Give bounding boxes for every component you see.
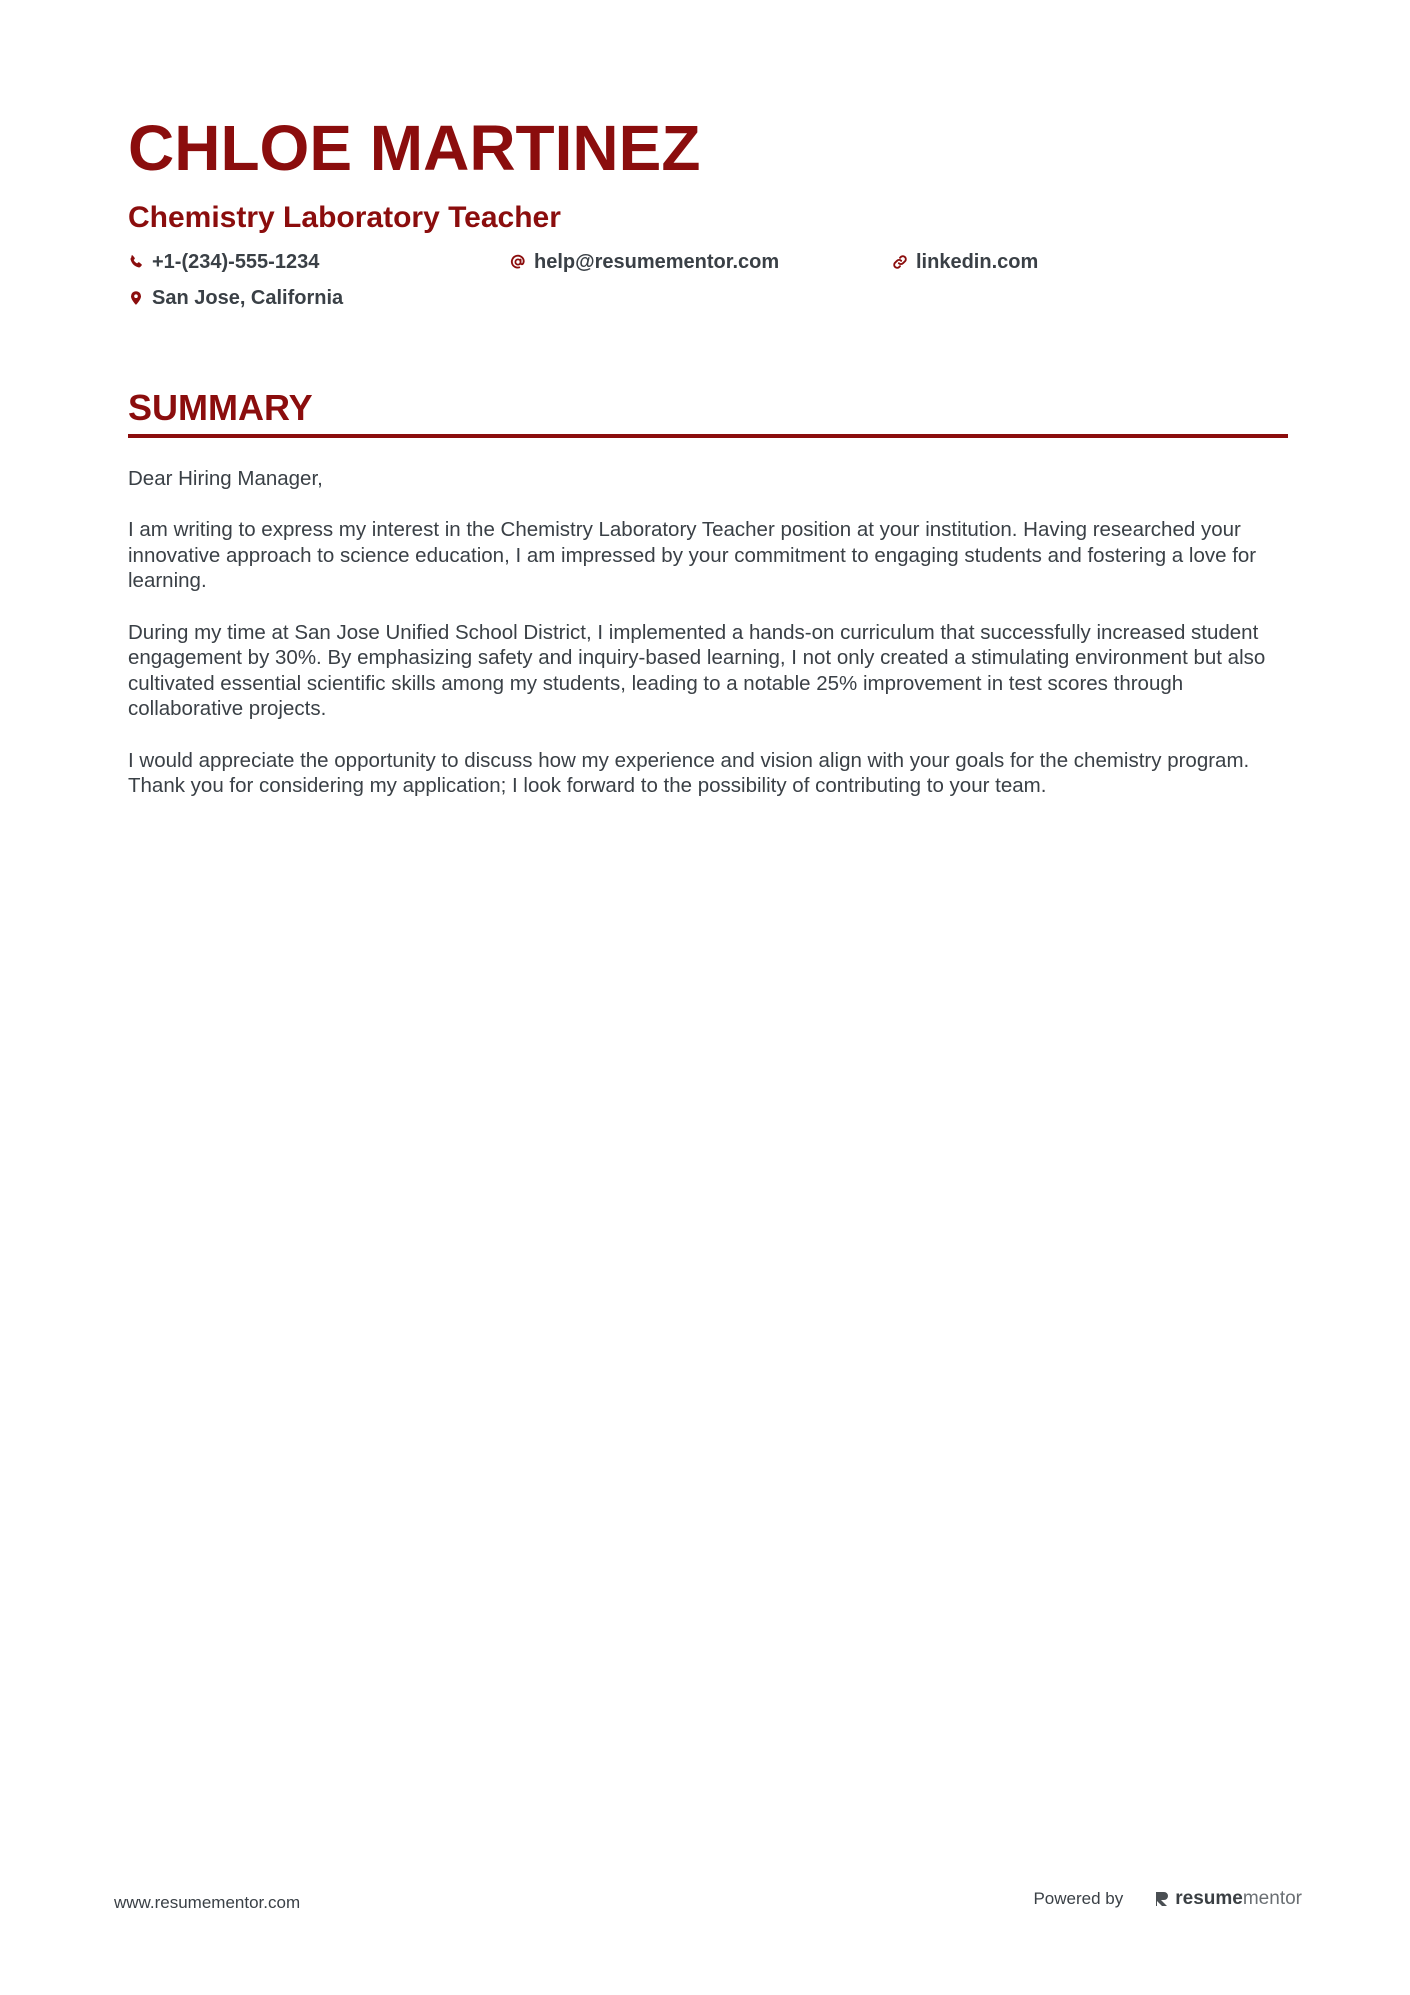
letter-paragraph: During my time at San Jose Unified School District, I implemented a hands-on curriculum that successfully increased student engagement by 30%. By emphasizing safety and inquiry-based learning, I not only created a stimulating environment but also cultivated essential scientific skills among my students, leading to a notable 25% improvement in test scores through collaborative projects. xyxy=(128,620,1266,721)
contact-location xyxy=(128,286,510,310)
contact-email[interactable] xyxy=(510,250,892,274)
letter-paragraph: I am writing to express my interest in the Chemistry Laboratory Teacher position at your institution. Having researched your innovative approach to science education, I am impressed by your commitment to engaging students and fostering a love for learning. xyxy=(128,518,1257,593)
summary-section xyxy=(128,386,1288,824)
candidate-name: CHLOE MARTINEZ xyxy=(128,112,701,184)
brand-logo[interactable] xyxy=(1153,1888,1302,1910)
brand-name-part2: mentor xyxy=(1242,1888,1302,1909)
contact-phone xyxy=(128,250,510,274)
footer-branding xyxy=(1033,1888,1302,1910)
section-divider xyxy=(128,434,1288,438)
cover-letter-body xyxy=(128,466,1288,799)
phone-icon xyxy=(128,254,144,270)
linkedin-text: linkedin.com xyxy=(916,251,1039,273)
powered-by-label: Powered by xyxy=(1033,1889,1124,1908)
contact-list xyxy=(128,250,1288,310)
link-icon xyxy=(892,254,908,270)
brand-name-part1: resume xyxy=(1175,1888,1243,1909)
location-text: San Jose, California xyxy=(152,287,344,309)
email-text: help@resumementor.com xyxy=(534,251,780,273)
job-title: Chemistry Laboratory Teacher xyxy=(128,201,561,234)
resumementor-logo-icon xyxy=(1153,1890,1171,1908)
contact-linkedin[interactable] xyxy=(892,250,1274,274)
letter-greeting: Dear Hiring Manager, xyxy=(128,467,323,490)
letter-paragraph: I would appreciate the opportunity to discuss how my experience and vision align with your goals for the chemistry program. Thank you for considering my application; I look forward to the possibility of contributing to your team. xyxy=(128,748,1250,798)
resume-header xyxy=(128,110,1288,310)
phone-text: +1-(234)-555-1234 xyxy=(152,251,320,273)
map-pin-icon xyxy=(128,290,144,306)
section-heading: SUMMARY xyxy=(128,387,313,428)
at-sign-icon xyxy=(510,254,526,270)
footer-website[interactable]: www.resumementor.com xyxy=(114,1893,301,1912)
